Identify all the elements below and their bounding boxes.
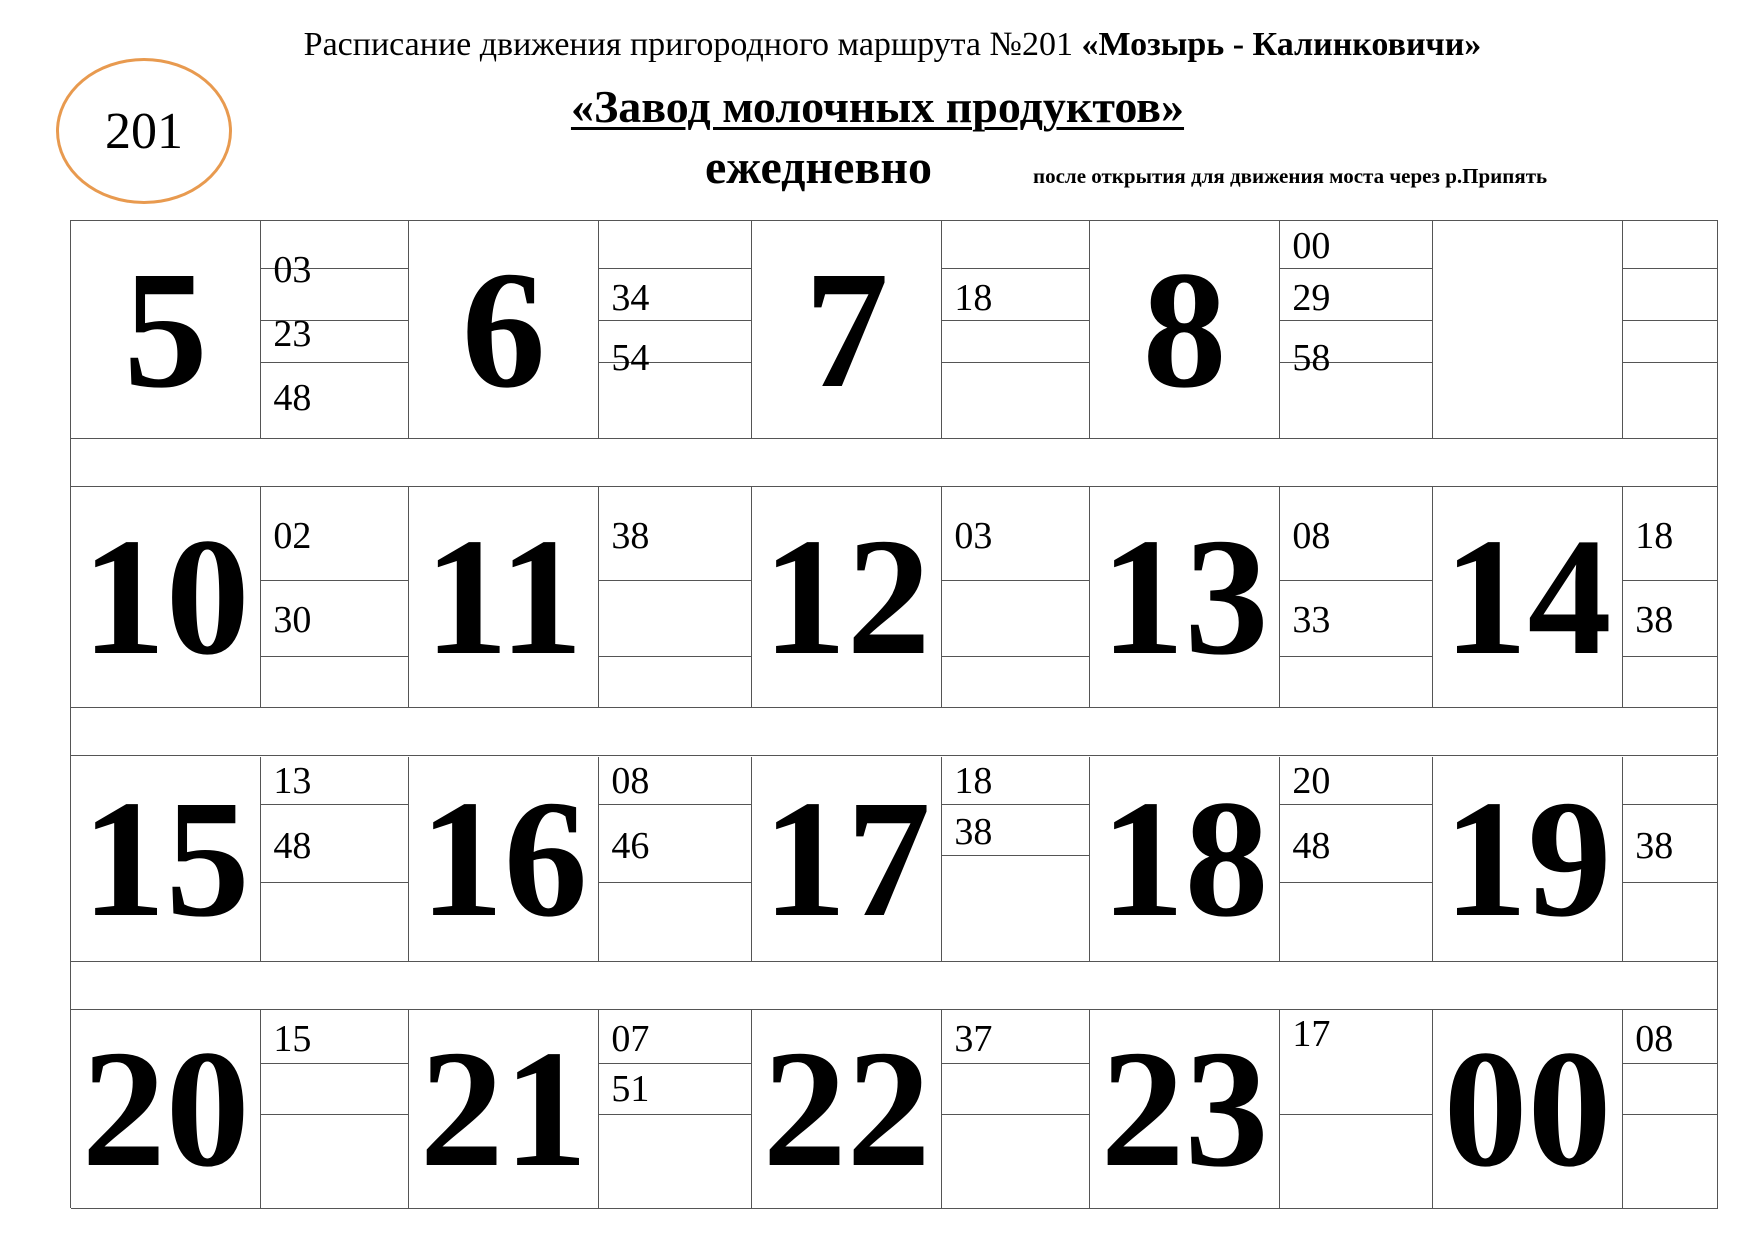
hour-cell: 20	[71, 1010, 261, 1209]
route-number: 201	[105, 102, 183, 160]
hour-cell: 5	[71, 221, 261, 439]
hour-cell: 23	[1090, 1010, 1280, 1209]
departure-minute: 58	[1292, 337, 1331, 379]
departure-minute: 33	[1292, 599, 1331, 641]
timetable-row	[71, 1010, 1718, 1209]
departure-minute: 08	[1292, 515, 1331, 557]
departure-minute: 48	[273, 825, 312, 867]
minutes-cell	[261, 757, 409, 962]
hour-cell: 15	[71, 757, 261, 962]
timetable-row	[71, 221, 1718, 439]
departure-minute: 07	[611, 1018, 650, 1060]
minutes-cell	[1623, 487, 1718, 708]
minutes-cell-bottom	[599, 221, 751, 439]
departure-minute: 18	[1635, 515, 1674, 557]
hour-cell: 12	[752, 487, 942, 708]
departure-minute: 18	[954, 277, 993, 319]
minutes-cell	[1623, 757, 1718, 962]
departure-minute: 51	[611, 1068, 650, 1110]
minutes-cell	[1280, 487, 1433, 708]
hour-cell: 21	[409, 1010, 599, 1209]
minutes-cell	[942, 487, 1090, 708]
departure-minute: 37	[954, 1018, 993, 1060]
departure-minute: 38	[1635, 599, 1674, 641]
timetable-row	[71, 487, 1718, 708]
departure-minute: 15	[273, 1018, 312, 1060]
row-separator	[71, 708, 1718, 756]
departure-minute: 48	[1292, 825, 1331, 867]
departure-minute: 54	[611, 337, 650, 379]
departure-minute: 38	[611, 515, 650, 557]
frequency-label: ежедневно	[705, 141, 932, 194]
departure-minute: 08	[1635, 1018, 1674, 1060]
minutes-cell	[261, 221, 409, 439]
departure-minute: 48	[273, 377, 312, 419]
departure-minute: 03	[273, 249, 312, 291]
hour-cell: 14	[1433, 487, 1623, 708]
departure-minute: 18	[954, 760, 993, 802]
departure-minute: 46	[611, 825, 650, 867]
minutes-cell	[599, 1010, 752, 1209]
minutes-cell	[599, 757, 752, 962]
departure-minute: 34	[611, 277, 650, 319]
timetable-grid	[70, 220, 1718, 1208]
hour-cell: 7	[752, 221, 942, 439]
minutes-cell-bottom	[1623, 221, 1717, 439]
minutes-cell	[1280, 1010, 1433, 1209]
minutes-cell	[1280, 221, 1433, 439]
minutes-cell	[261, 487, 409, 708]
minutes-cell	[942, 221, 1090, 439]
departure-minute: 17	[1292, 1013, 1331, 1055]
minutes-cell	[1623, 221, 1718, 439]
hour-cell: 22	[752, 1010, 942, 1209]
schedule-title	[0, 26, 1755, 64]
hour-cell	[1433, 221, 1623, 439]
departure-minute: 08	[611, 760, 650, 802]
departure-minute: 29	[1292, 277, 1331, 319]
departure-minute: 23	[273, 313, 312, 355]
hour-cell: 19	[1433, 757, 1623, 962]
minutes-cell	[942, 757, 1090, 962]
departure-minute: 02	[273, 515, 312, 557]
bridge-note: после открытия для движения моста через р.Припять	[1033, 164, 1548, 188]
route-name: «Мозырь - Калинковичи»	[1081, 26, 1482, 63]
hour-cell: 6	[409, 221, 599, 439]
row-separator	[71, 439, 1718, 487]
minutes-cell	[599, 221, 752, 439]
hour-cell: 18	[1090, 757, 1280, 962]
schedule-title-prefix: Расписание движения пригородного маршрута №201	[303, 26, 1073, 63]
minutes-cell-bottom	[942, 221, 1089, 439]
hour-cell: 8	[1090, 221, 1280, 439]
minutes-cell	[942, 1010, 1090, 1209]
minutes-cell	[1280, 757, 1433, 962]
row-separator	[71, 962, 1718, 1010]
hour-cell: 11	[409, 487, 599, 708]
minutes-cell	[599, 487, 752, 708]
hour-cell: 00	[1433, 1010, 1623, 1209]
departure-minute: 13	[273, 760, 312, 802]
stop-name-heading	[0, 80, 1755, 133]
hour-cell: 13	[1090, 487, 1280, 708]
departure-minute: 03	[954, 515, 993, 557]
minutes-cell	[1623, 1010, 1718, 1209]
departure-minute: 30	[273, 599, 312, 641]
stop-name: «Завод молочных продуктов»	[570, 81, 1185, 132]
departure-minute: 38	[1635, 825, 1674, 867]
hour-cell: 17	[752, 757, 942, 962]
hour-cell: 16	[409, 757, 599, 962]
hour-cell: 10	[71, 487, 261, 708]
departure-minute: 38	[954, 811, 993, 853]
minutes-cell	[261, 1010, 409, 1209]
departure-minute: 20	[1292, 760, 1331, 802]
departure-minute: 00	[1292, 225, 1331, 267]
timetable-row	[71, 757, 1718, 962]
